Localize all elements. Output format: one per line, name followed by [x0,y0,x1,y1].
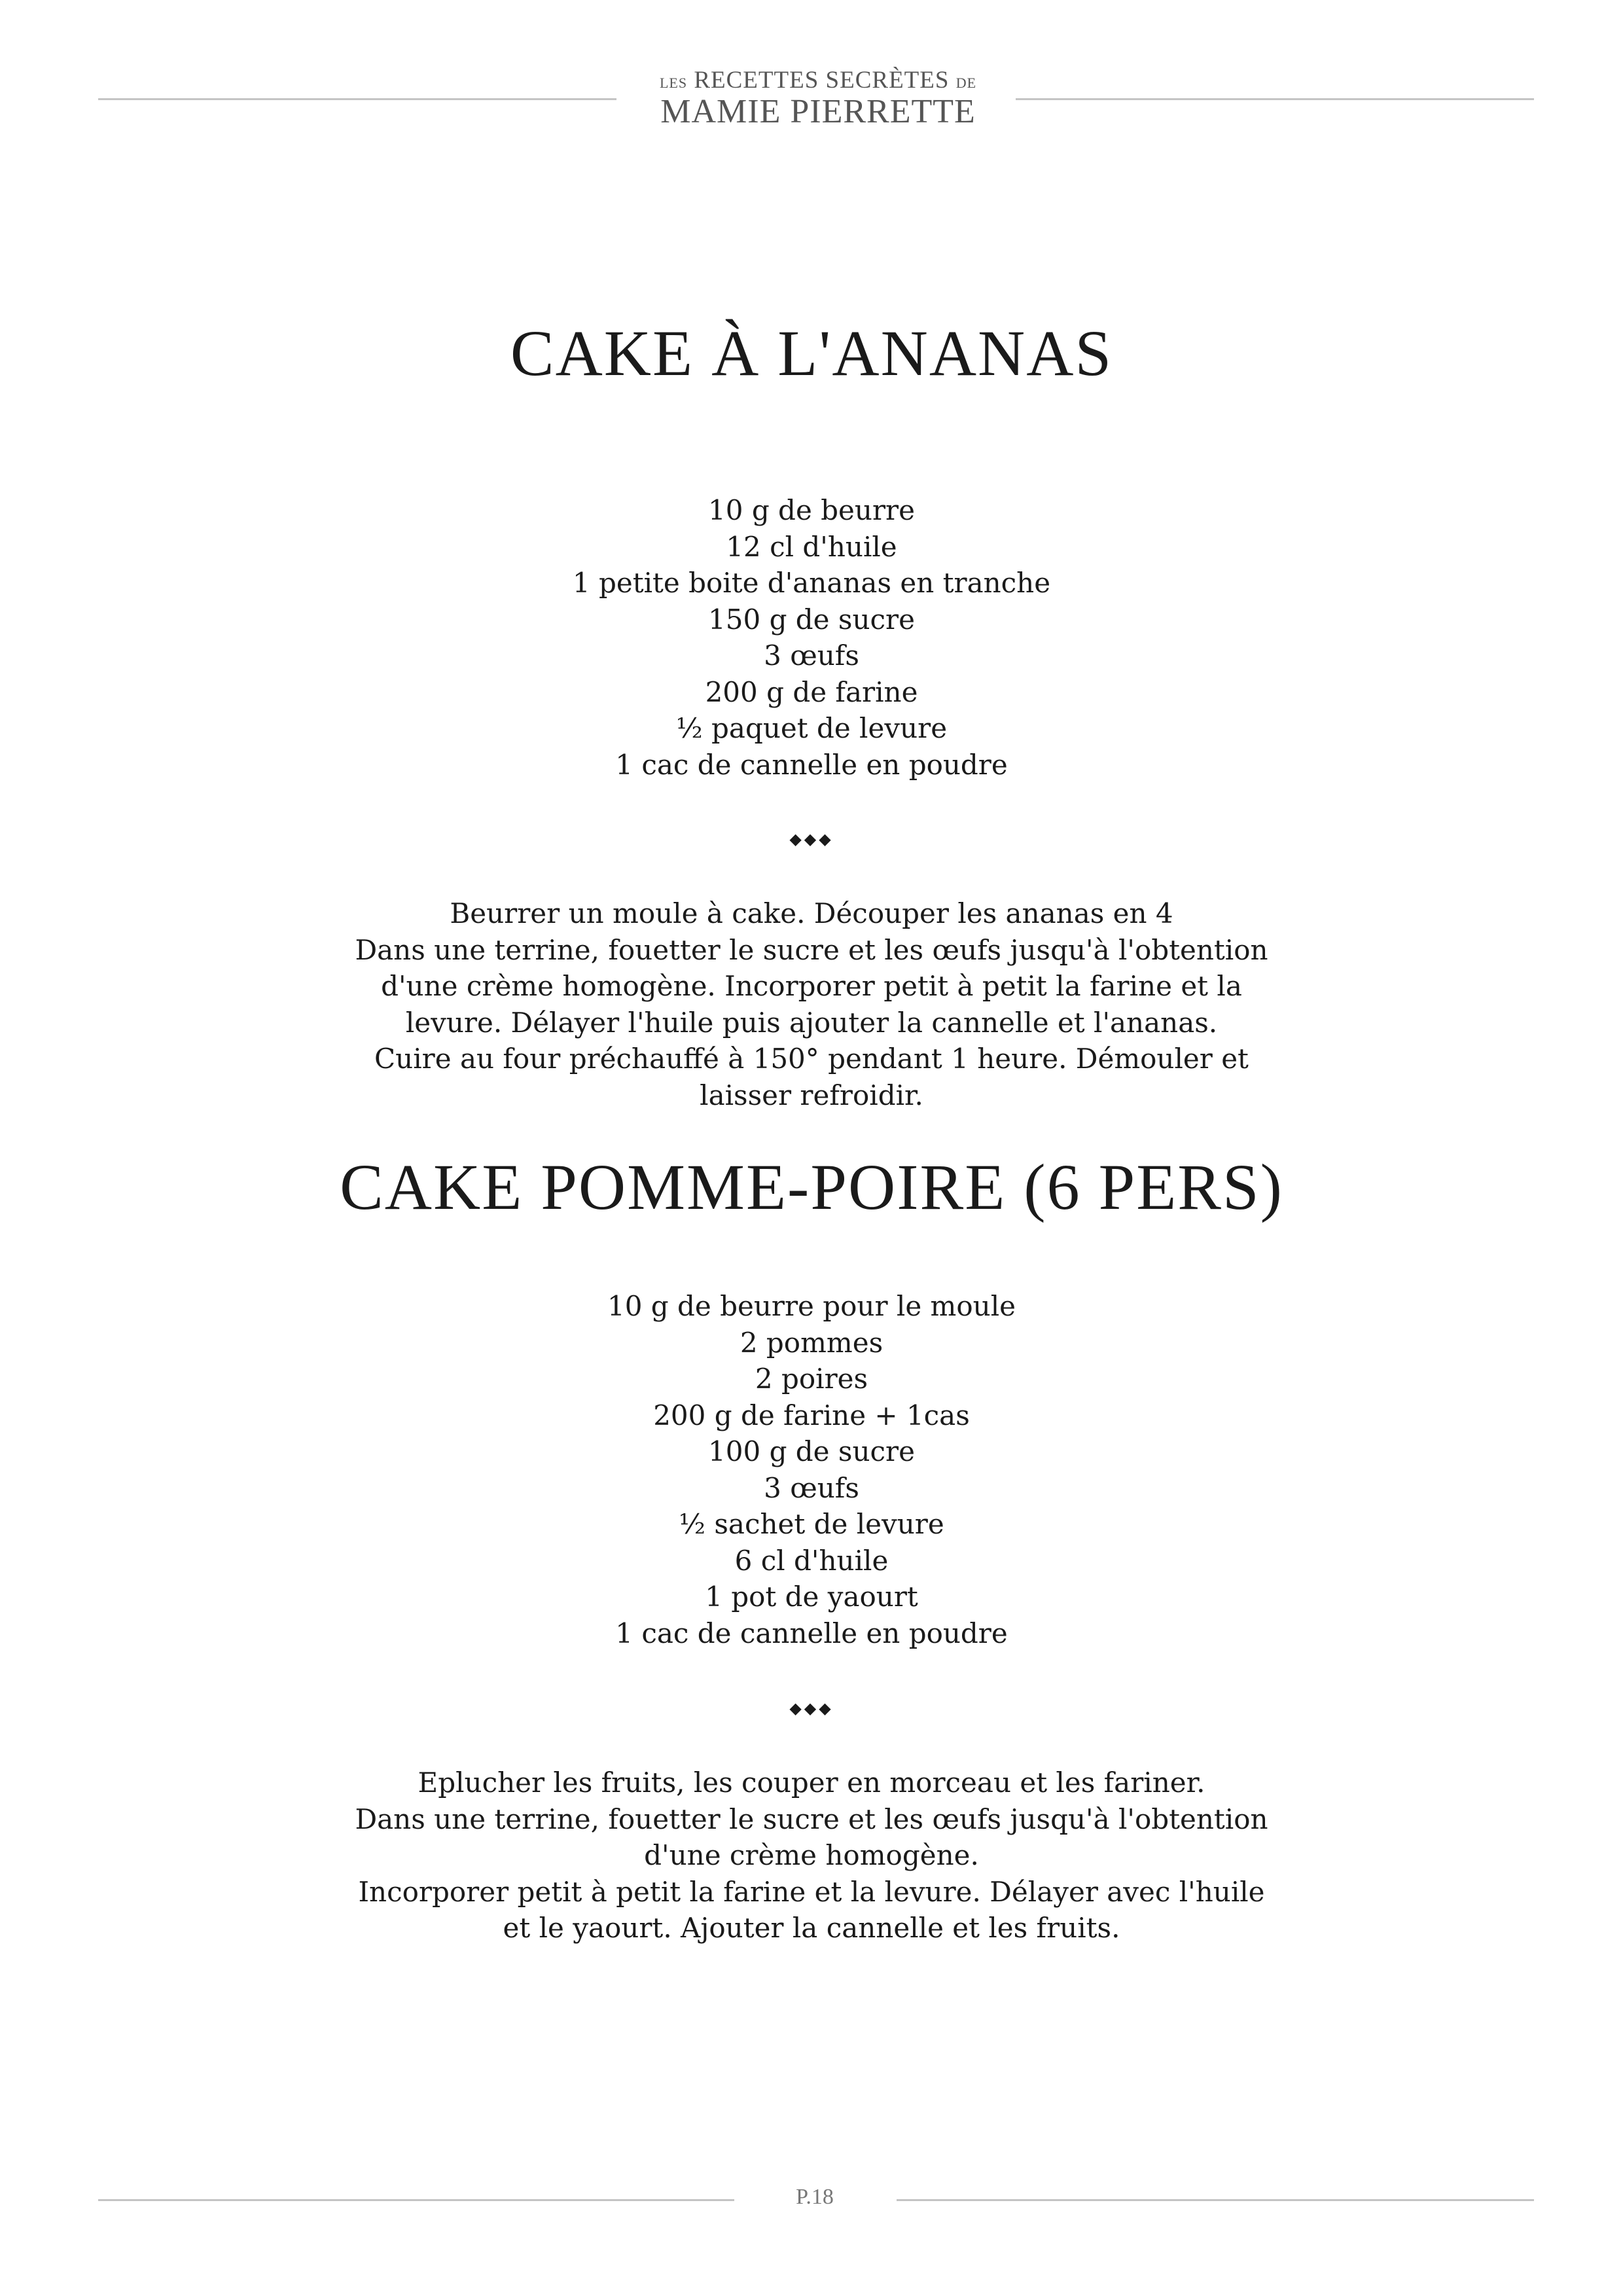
ingredient-item: 1 cac de cannelle en poudre [615,748,1008,781]
ingredient-item: 6 cl d'huile [734,1544,889,1577]
ingredient-list [0,1288,1623,1651]
diamond-separator-icon: ◆◆◆ [789,1699,834,1717]
brand-top-line: LES RECETTES SECRÈTES DE [659,67,977,94]
recipe-instructions [0,1765,1623,1946]
ingredient-item: 1 pot de yaourt [705,1581,918,1613]
ingredient-item: 3 œufs [764,1471,859,1504]
instruction-line: Eplucher les fruits, les couper en morceau et les fariner. [418,1767,1205,1799]
ingredient-item: 2 poires [755,1363,868,1395]
footer-rule-left [98,2199,734,2201]
ingredient-list [0,492,1623,783]
ingredient-item: ½ sachet de levure [679,1508,944,1540]
recipe-instructions [0,895,1623,1113]
ingredient-item: 10 g de beurre pour le moule [607,1290,1016,1322]
instruction-line: Incorporer petit à petit la farine et la levure. Délayer avec l'huile [358,1875,1265,1908]
header-rule-left [98,98,616,100]
diamond-separator-icon: ◆◆◆ [789,830,834,848]
instruction-line: et le yaourt. Ajouter la cannelle et les fruits. [503,1912,1120,1944]
ingredient-item: 10 g de beurre [708,494,915,526]
header-rule-right [1016,98,1534,100]
ingredient-item: 100 g de sucre [708,1435,915,1467]
instruction-line: Beurrer un moule à cake. Découper les ananas en 4 [450,897,1173,929]
footer-rule-right [897,2199,1534,2201]
recipe-title: CAKE À L'ANANAS [510,317,1113,389]
instruction-line: d'une crème homogène. Incorporer petit à petit la farine et la [381,970,1242,1002]
page-number: P.18 [796,2185,834,2209]
instruction-line: laisser refroidir. [700,1079,923,1111]
instruction-line: Dans une terrine, fouetter le sucre et les œufs jusqu'à l'obtention [355,933,1268,966]
ingredient-item: 150 g de sucre [708,603,915,636]
ingredient-item: 2 pommes [740,1326,883,1359]
ingredient-item: 3 œufs [764,639,859,672]
ingredient-item: ½ paquet de levure [675,712,948,744]
ingredient-item: 1 cac de cannelle en poudre [615,1617,1008,1649]
instruction-line: Cuire au four préchauffé à 150° pendant 1 heure. Démouler et [374,1043,1249,1075]
instruction-line: Dans une terrine, fouetter le sucre et les œufs jusqu'à l'obtention [355,1803,1268,1835]
brand-logo [648,68,988,129]
recipe-title: CAKE POMME-POIRE (6 PERS) [340,1151,1283,1223]
ingredient-item: 200 g de farine [705,675,918,708]
ingredient-item: 1 petite boite d'ananas en tranche [572,567,1051,599]
brand-bottom-line: MAMIE PIERRETTE [660,93,976,130]
instruction-line: levure. Délayer l'huile puis ajouter la cannelle et l'ananas. [405,1006,1218,1039]
ingredient-item: 12 cl d'huile [726,530,897,563]
instruction-line: d'une crème homogène. [644,1839,979,1871]
ingredient-item: 200 g de farine + 1cas [653,1399,970,1431]
